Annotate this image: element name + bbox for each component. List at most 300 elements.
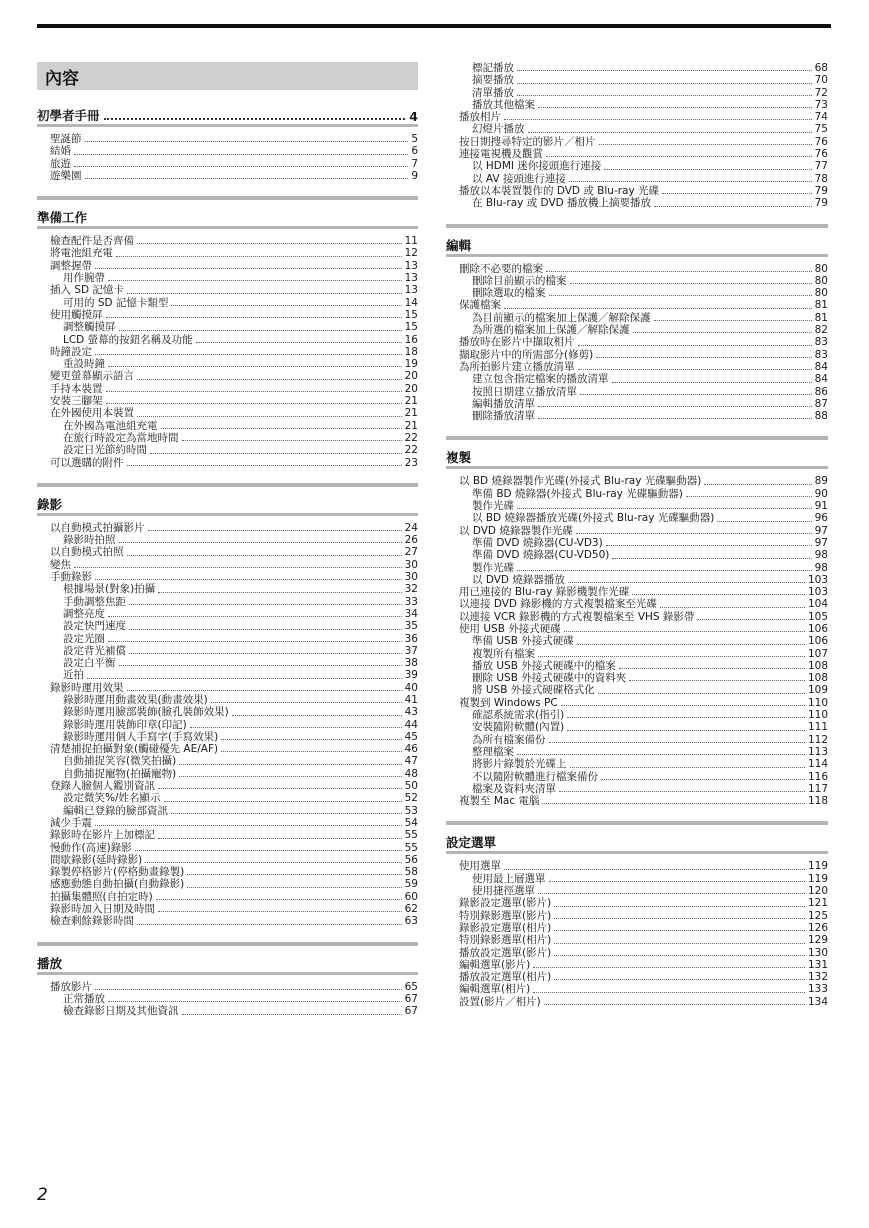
toc-entry-page: 110 [807, 696, 828, 709]
toc-entry[interactable] [446, 758, 828, 770]
toc-entry[interactable] [37, 170, 418, 182]
toc-entry[interactable] [37, 309, 418, 321]
toc-entry-title: 刪除 USB 外接式硬碟中的資料夾 [472, 672, 627, 685]
toc-entry-page: 68 [814, 62, 828, 74]
toc-entry[interactable] [446, 74, 828, 86]
toc-entry[interactable] [37, 559, 418, 571]
leader-dots [662, 193, 812, 194]
toc-entry[interactable] [37, 383, 418, 395]
toc-entry-page: 90 [814, 487, 828, 500]
toc-entries [446, 854, 828, 1008]
toc-entry[interactable] [446, 99, 828, 111]
toc-entry-title: 刪除播放清單 [472, 410, 535, 423]
toc-entry-title: 拍攝集體照(自拍定時) [50, 890, 153, 903]
toc-entry[interactable] [446, 586, 828, 598]
toc-entry[interactable] [37, 633, 418, 645]
toc-entry-page: 41 [404, 693, 418, 706]
leader-dots [74, 567, 402, 568]
toc-entry[interactable] [446, 910, 828, 922]
toc-entry-page: 26 [404, 534, 418, 547]
toc-section [446, 210, 828, 423]
toc-entry-page: 120 [807, 885, 828, 898]
toc-entry[interactable] [37, 792, 418, 804]
toc-entry-title: 標記播放 [472, 62, 514, 74]
toc-entry-page: 55 [404, 829, 418, 842]
toc-entry-title: 使用觸摸屏 [50, 308, 103, 321]
toc-entries [446, 62, 828, 210]
toc-entry[interactable] [446, 771, 828, 783]
leader-dots [554, 918, 805, 919]
leader-dots [580, 394, 812, 395]
toc-entry[interactable] [446, 971, 828, 983]
toc-entry-page: 62 [404, 903, 418, 916]
toc-entry-page: 77 [814, 160, 828, 173]
toc-entry[interactable] [446, 87, 828, 99]
toc-entry-page: 130 [807, 946, 828, 959]
toc-entry-title: 播放設定選單(影片) [459, 946, 552, 959]
toc-entry-title: 按日期搜尋特定的影片／相片 [459, 135, 596, 148]
toc-entry[interactable] [37, 743, 418, 755]
toc-entry[interactable] [37, 645, 418, 657]
toc-entry[interactable] [446, 185, 828, 197]
toc-entries [446, 257, 828, 423]
toc-entry-page: 80 [814, 262, 828, 275]
toc-entry[interactable] [446, 537, 828, 549]
toc-entry-page: 80 [814, 274, 828, 287]
toc-entry[interactable] [446, 562, 828, 574]
leader-dots [156, 899, 402, 900]
section-spacer [37, 182, 418, 196]
toc-entry-title: 按照日期建立播放清單 [472, 385, 577, 398]
toc-entry-title: 根據場景(對象)拍攝 [63, 583, 156, 596]
leader-dots [629, 680, 805, 681]
leader-dots [538, 418, 812, 419]
toc-entry[interactable] [37, 432, 418, 444]
toc-entry-title: 設定快門速度 [63, 620, 126, 633]
leader-dots [108, 366, 402, 367]
toc-entry-title: 以自動模式拍攝影片 [50, 521, 145, 534]
toc-entry[interactable] [446, 983, 828, 995]
toc-entry[interactable] [446, 410, 828, 422]
leader-dots [164, 801, 402, 802]
leader-dots [182, 440, 402, 441]
toc-entry[interactable] [446, 996, 828, 1008]
toc-entry[interactable] [37, 891, 418, 903]
toc-entry[interactable] [37, 420, 418, 432]
toc-entry[interactable] [37, 297, 418, 309]
section-spacer [37, 928, 418, 942]
toc-entry-title: 檢查錄影日期及其他資訊 [63, 1005, 179, 1018]
toc-entry[interactable] [446, 373, 828, 385]
leader-dots [561, 705, 805, 706]
toc-entry[interactable] [37, 284, 418, 296]
leader-dots [517, 95, 812, 96]
toc-entry[interactable] [446, 734, 828, 746]
section-title: 編輯 [446, 237, 472, 253]
section-title: 準備工作 [37, 210, 88, 226]
toc-entry-title: 編輯播放清單 [472, 397, 535, 410]
toc-entry[interactable] [37, 571, 418, 583]
toc-entry-page: 80 [814, 287, 828, 300]
toc-entry[interactable] [37, 534, 418, 546]
section-title-page: 4 [409, 109, 418, 124]
toc-entry[interactable] [446, 635, 828, 647]
toc-entry[interactable] [37, 866, 418, 878]
toc-entry-title: 播放時在影片中擷取相片 [459, 336, 575, 349]
section-title: 初學者手冊 [37, 108, 100, 123]
leader-dots [554, 943, 805, 944]
toc-entry-page: 33 [404, 595, 418, 608]
leader-dots [187, 887, 401, 888]
toc-entry[interactable] [37, 682, 418, 694]
toc-entry[interactable] [446, 549, 828, 561]
toc-entry[interactable] [446, 500, 828, 512]
toc-entry[interactable] [446, 299, 828, 311]
toc-entry-page: 97 [814, 524, 828, 537]
leader-dots [106, 403, 402, 404]
toc-entry[interactable] [37, 235, 418, 247]
toc-entry[interactable] [446, 660, 828, 672]
toc-entry-page: 67 [404, 992, 418, 1005]
toc-entry[interactable] [37, 395, 418, 407]
toc-entry-page: 79 [814, 184, 828, 197]
toc-entry[interactable] [37, 669, 418, 681]
toc-entry[interactable] [446, 263, 828, 275]
leader-dots [538, 656, 805, 657]
leader-dots [538, 107, 812, 108]
toc-entry[interactable] [37, 158, 418, 170]
toc-entry-title: 為所拍影片建立播放清單 [459, 360, 575, 373]
toc-entry-title: 可以選購的附件 [50, 456, 124, 469]
toc-entry-page: 125 [807, 909, 828, 922]
toc-entry[interactable] [37, 842, 418, 854]
toc-entry[interactable] [37, 321, 418, 333]
toc-entry[interactable] [37, 731, 418, 743]
toc-entry[interactable] [37, 903, 418, 915]
toc-entry-title: 保護檔案 [459, 299, 501, 312]
toc-entry-title: 確認系統需求(指引) [472, 709, 565, 722]
toc-entry-page: 83 [814, 336, 828, 349]
toc-entry[interactable] [37, 694, 418, 706]
toc-entry-title: 編輯選單(相片) [459, 983, 531, 996]
leader-dots [554, 955, 805, 956]
toc-entry-title: 擷取影片中的所需部分(修剪) [459, 348, 594, 361]
toc-entry[interactable] [446, 598, 828, 610]
toc-entry-page: 111 [807, 721, 828, 734]
toc-entry[interactable] [37, 370, 418, 382]
leader-dots [533, 992, 805, 993]
toc-entry[interactable] [37, 272, 418, 284]
toc-entry-title: 錄影時加入日期及時間 [50, 903, 155, 916]
toc-entry-title: 重設時鐘 [63, 358, 105, 371]
toc-entry[interactable] [37, 854, 418, 866]
toc-entry[interactable] [446, 324, 828, 336]
leader-dots [108, 616, 402, 617]
toc-entry-title: 使用選單 [459, 860, 501, 873]
toc-entry[interactable] [446, 672, 828, 684]
toc-entry[interactable] [446, 721, 828, 733]
toc-entry[interactable] [446, 611, 828, 623]
toc-entry-title: 以 DVD 燒錄器製作光碟 [459, 524, 573, 537]
toc-entry-page: 35 [404, 620, 418, 633]
toc-entry-title: 變焦 [50, 558, 71, 571]
toc-entry-title: 編輯已登錄的臉部資訊 [63, 804, 168, 817]
leader-dots [576, 533, 812, 534]
toc-entry-page: 32 [404, 583, 418, 596]
toc-entry[interactable] [446, 947, 828, 959]
toc-entry[interactable] [37, 981, 418, 993]
leader-dots [546, 156, 812, 157]
toc-entry-page: 56 [404, 853, 418, 866]
toc-entry-title: 檔案及資料夾清單 [472, 782, 556, 795]
toc-entry[interactable] [37, 878, 418, 890]
toc-entry[interactable] [446, 136, 828, 148]
toc-entry-page: 13 [404, 284, 418, 297]
toc-entry[interactable] [446, 697, 828, 709]
toc-entry[interactable] [37, 583, 418, 595]
leader-dots [599, 144, 812, 145]
leader-dots [190, 727, 402, 728]
toc-entry[interactable] [37, 358, 418, 370]
toc-entry-page: 67 [404, 1005, 418, 1018]
toc-entry[interactable] [446, 623, 828, 635]
toc-entry[interactable] [37, 608, 418, 620]
toc-entry-title: 以 HDMI 迷你接頭進行連接 [472, 160, 602, 173]
toc-entry-title: 編輯選單(影片) [459, 958, 531, 971]
toc-entry[interactable] [446, 897, 828, 909]
toc-entry[interactable] [37, 247, 418, 259]
toc-entry[interactable] [446, 574, 828, 586]
leader-dots [554, 906, 805, 907]
toc-entry-page: 20 [404, 382, 418, 395]
leader-dots [660, 607, 805, 608]
toc-entry-title: 為所有檔案備份 [472, 733, 546, 746]
toc-entry-page: 54 [404, 816, 418, 829]
toc-entry[interactable] [446, 873, 828, 885]
toc-entry[interactable] [446, 488, 828, 500]
toc-entry[interactable] [37, 260, 418, 272]
toc-entry-title: 錄影時運用效果 [50, 681, 124, 694]
toc-entry[interactable] [37, 805, 418, 817]
toc-entry[interactable] [37, 145, 418, 157]
leader-dots [95, 579, 402, 580]
leader-dots [119, 542, 402, 543]
toc-entry[interactable] [37, 522, 418, 534]
toc-entry-title: 播放影片 [50, 980, 92, 993]
toc-entry-title: 時鐘設定 [50, 345, 92, 358]
toc-section [446, 807, 828, 1008]
toc-entry[interactable] [446, 349, 828, 361]
toc-entry-title: 在 Blu-ray 或 DVD 播放機上摘要播放 [472, 197, 652, 210]
toc-entry[interactable] [37, 596, 418, 608]
toc-entry-title: 特別錄影選單(影片) [459, 909, 552, 922]
toc-entry[interactable] [446, 275, 828, 287]
toc-entry[interactable] [446, 197, 828, 209]
toc-entry[interactable] [446, 361, 828, 373]
toc-entry-page: 98 [814, 561, 828, 574]
toc-entries [37, 229, 418, 469]
toc-entry[interactable] [37, 407, 418, 419]
toc-entry-title: 刪除選取的檔案 [472, 287, 546, 300]
toc-entry-title: 在外國使用本裝置 [50, 407, 134, 420]
toc-entry-title: 安裝隨附軟體(內置) [472, 721, 565, 734]
toc-entry-page: 39 [404, 669, 418, 682]
toc-entry-title: 以 BD 燒錄器製作光碟(外接式 Blu-ray 光碟驅動器) [459, 475, 702, 488]
toc-entry[interactable] [37, 829, 418, 841]
toc-entry[interactable] [446, 111, 828, 123]
leader-dots [158, 838, 402, 839]
toc-entry-page: 107 [807, 647, 828, 660]
toc-entry[interactable] [37, 546, 418, 558]
toc-entry[interactable] [446, 860, 828, 872]
toc-entry[interactable] [37, 817, 418, 829]
leader-dots [654, 206, 812, 207]
leader-dots [104, 118, 406, 120]
leader-dots [533, 967, 805, 968]
toc-entry-page: 106 [807, 622, 828, 635]
toc-entry[interactable] [446, 386, 828, 398]
leader-dots [564, 631, 805, 632]
toc-section [446, 422, 828, 807]
toc-entry-page: 104 [807, 598, 828, 611]
toc-entry-title: 調整亮度 [63, 607, 105, 620]
section-spacer [446, 807, 828, 821]
toc-entry-page: 81 [814, 311, 828, 324]
toc-entry-title: 幻燈片播放 [472, 123, 525, 136]
toc-entry-title: 以 DVD 燒錄器播放 [472, 573, 565, 586]
toc-entry[interactable] [446, 525, 828, 537]
toc-entry-page: 59 [404, 878, 418, 891]
toc-entry[interactable] [446, 148, 828, 160]
section-title: 複製 [446, 450, 472, 466]
leader-dots [604, 169, 811, 170]
toc-entry-page: 13 [404, 272, 418, 285]
toc-entry[interactable] [446, 312, 828, 324]
toc-entry-page: 14 [404, 296, 418, 309]
toc-entry[interactable] [37, 334, 418, 346]
toc-entry-title: 刪除不必要的檔案 [459, 262, 543, 275]
toc-entry[interactable] [37, 346, 418, 358]
toc-entry-page: 131 [807, 958, 828, 971]
toc-entry-page: 88 [814, 410, 828, 423]
toc-entry[interactable] [446, 885, 828, 897]
leader-dots [108, 280, 402, 281]
toc-entry-page: 103 [807, 586, 828, 599]
toc-entry-title: 錄影時運用臉部裝飾(臉孔裝飾效果) [63, 706, 229, 719]
toc-entry[interactable] [37, 457, 418, 469]
toc-entry-page: 112 [807, 733, 828, 746]
toc-entry[interactable] [37, 993, 418, 1005]
toc-entry-page: 21 [404, 407, 418, 420]
leader-dots [179, 776, 401, 777]
section-spacer [446, 422, 828, 436]
toc-entry[interactable] [446, 922, 828, 934]
toc-entry-page: 83 [814, 348, 828, 361]
toc-entry-page: 58 [404, 866, 418, 879]
leader-dots [127, 293, 402, 294]
toc-entry-page: 79 [814, 197, 828, 210]
leader-dots [171, 305, 401, 306]
toc-entry-title: 使用最上層選單 [472, 872, 546, 885]
leader-dots [150, 453, 402, 454]
leader-dots [179, 764, 401, 765]
toc-entry-page: 70 [814, 74, 828, 87]
leader-dots [85, 178, 409, 179]
toc-entry-title: 刪除目前顯示的檔案 [472, 274, 567, 287]
leader-dots [633, 332, 812, 333]
leader-dots [554, 930, 805, 931]
toc-entry[interactable] [37, 755, 418, 767]
leader-dots [517, 570, 812, 571]
toc-entry-title: 以 AV 接頭進行連接 [472, 172, 566, 185]
toc-entry[interactable] [446, 934, 828, 946]
toc-entry-page: 43 [404, 706, 418, 719]
toc-entry[interactable] [446, 648, 828, 660]
toc-entry-page: 36 [404, 632, 418, 645]
toc-entry[interactable] [37, 719, 418, 731]
leader-dots [504, 119, 812, 120]
toc-entry-title: 準備 DVD 燒錄器(CU-VD50) [472, 549, 610, 562]
toc-entry[interactable] [37, 620, 418, 632]
leader-dots [601, 779, 805, 780]
toc-entry[interactable] [446, 783, 828, 795]
toc-entry[interactable] [446, 684, 828, 696]
toc-entry-title: 設定背光補償 [63, 644, 126, 657]
toc-entry-page: 7 [411, 157, 418, 170]
toc-entry[interactable] [37, 780, 418, 792]
toc-entry[interactable] [446, 709, 828, 721]
toc-entry-title: 連接電視機及觀賞 [459, 148, 543, 161]
toc-entry[interactable] [446, 795, 828, 807]
toc-entry[interactable] [37, 133, 418, 145]
toc-entry[interactable] [446, 959, 828, 971]
toc-entry[interactable] [446, 512, 828, 524]
toc-entry[interactable] [37, 1005, 418, 1017]
toc-entry-page: 133 [807, 983, 828, 996]
toc-entry[interactable] [37, 444, 418, 456]
leader-dots [171, 813, 402, 814]
section-title-row[interactable] [37, 107, 418, 124]
toc-entry[interactable] [446, 398, 828, 410]
toc-entry-title: 自動捕捉笑容(微笑拍攝) [63, 755, 177, 768]
toc-entry[interactable] [446, 160, 828, 172]
toc-entry-title: 自動捕捉寵物(拍攝寵物) [63, 767, 177, 780]
toc-entry[interactable] [446, 62, 828, 74]
toc-entry-title: 手持本裝置 [50, 382, 103, 395]
toc-entry-page: 134 [807, 995, 828, 1008]
section-title: 設定選單 [446, 835, 497, 851]
toc-entry[interactable] [37, 915, 418, 927]
leader-dots [578, 345, 812, 346]
toc-entry[interactable] [446, 173, 828, 185]
toc-entry-page: 75 [814, 123, 828, 136]
toc-entry[interactable] [37, 657, 418, 669]
leader-dots [108, 1001, 402, 1002]
toc-entry-title: 建立包含指定檔案的播放清單 [472, 373, 609, 386]
toc-entry[interactable] [446, 123, 828, 135]
toc-entry[interactable] [446, 287, 828, 299]
toc-entry-title: 近拍 [63, 669, 84, 682]
top-rule [37, 24, 831, 28]
leader-dots [129, 604, 402, 605]
toc-entry[interactable] [37, 706, 418, 718]
leader-dots [612, 382, 812, 383]
toc-entry[interactable] [37, 768, 418, 780]
toc-entry[interactable] [446, 746, 828, 758]
leader-dots [619, 668, 805, 669]
toc-entry[interactable] [446, 336, 828, 348]
toc-entry[interactable] [446, 475, 828, 487]
